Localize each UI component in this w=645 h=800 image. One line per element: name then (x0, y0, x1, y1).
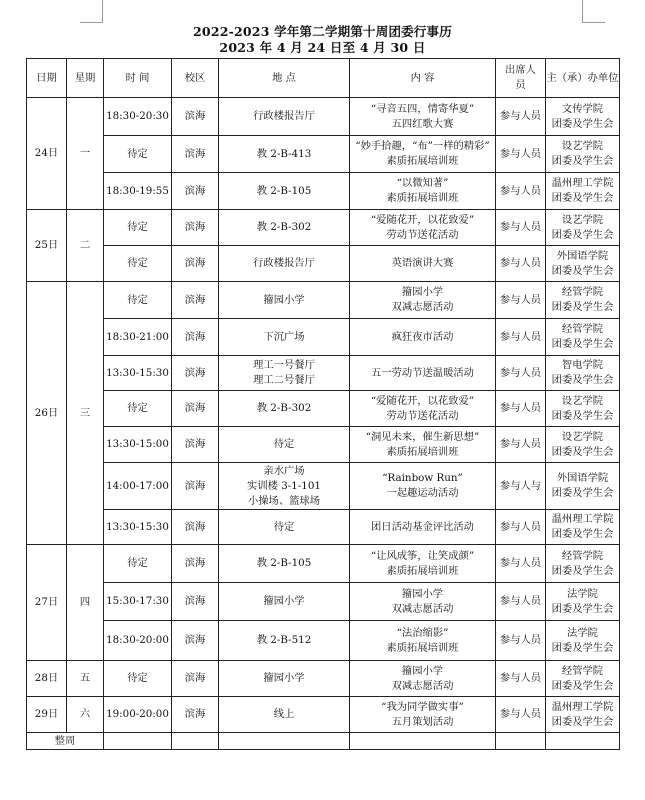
content-cell (350, 697, 496, 733)
table-row (27, 427, 620, 463)
date-cell: 26日 (27, 282, 67, 545)
organizer-cell (546, 136, 620, 173)
campus-cell: 滨海 (172, 427, 219, 463)
place-cell-line: 籀园小学 (263, 672, 305, 684)
table-row (27, 282, 620, 319)
organizer-cell (546, 427, 620, 463)
content-cell-line: “洞见未来，催生新思想” (365, 430, 480, 443)
organizer-cell-line: 团委及学生会 (551, 264, 614, 277)
organizer-cell (546, 98, 620, 136)
table-row (27, 463, 620, 510)
header-weekday: 星期 (67, 59, 104, 98)
organizer-cell-line: 团委及学生会 (551, 155, 614, 167)
table-row (27, 545, 620, 583)
crop-mark-left (80, 0, 103, 23)
place-cell-line: 教 2-B-512 (256, 634, 312, 646)
organizer-cell (546, 356, 620, 391)
place-cell-line: 教 2-B-105 (256, 557, 312, 569)
content-cell (350, 173, 496, 210)
content-cell (350, 621, 496, 661)
campus-cell: 滨海 (172, 173, 219, 210)
organizer-cell-line: 温州理工学院 (551, 700, 614, 713)
organizer-cell-line: 温州理工学院 (551, 177, 614, 189)
place-cell-line: 籀园小学 (263, 293, 305, 306)
content-cell-line: 素质拓展培训班 (386, 445, 459, 458)
header-campus: 校区 (172, 59, 219, 98)
header-time: 时 间 (104, 59, 172, 98)
organizer-cell-line: 团委及学生会 (551, 564, 614, 577)
page-title: 2022-2023 学年第二学期第十周团委行事历 (193, 24, 452, 39)
table-row (27, 173, 620, 210)
place-cell-line: 教 2-B-105 (256, 184, 312, 197)
time-cell: 待定 (104, 545, 172, 583)
table-row (27, 391, 620, 427)
table-row (27, 661, 620, 697)
organizer-cell (546, 391, 620, 427)
time-cell: 14:00-17:00 (104, 463, 172, 510)
place-cell-line: 理工一号餐厅 (253, 359, 315, 371)
content-cell-line: 疯狂夜市活动 (391, 330, 454, 343)
time-cell: 待定 (104, 391, 172, 427)
organizer-cell-line: 文传学院 (561, 102, 604, 115)
content-cell-line: “法治缩影” (396, 626, 449, 639)
table-row (27, 621, 620, 661)
place-cell-line: 待定 (273, 438, 295, 450)
table-row (27, 246, 620, 282)
content-cell (350, 463, 496, 510)
organizer-cell-line: 经管学院 (561, 549, 604, 562)
content-cell-line: 双减志愿活动 (391, 301, 454, 313)
campus-cell: 滨海 (172, 210, 219, 246)
organizer-cell-line: 团委及学生会 (551, 528, 614, 540)
content-cell-line: 五四红歌大赛 (391, 117, 454, 130)
organizer-cell-line: 团委及学生会 (551, 409, 614, 422)
organizer-cell-line: 外国语学院 (556, 472, 609, 484)
content-cell-line: 劳动节送花活动 (386, 228, 459, 241)
table-row (27, 583, 620, 621)
content-cell (350, 282, 496, 319)
place-cell-line: 实训楼 3-1-101 (247, 479, 321, 492)
attendees-cell: 参与人员 (496, 356, 546, 391)
campus-cell: 滨海 (172, 136, 219, 173)
content-cell-line: 五一劳动节送温暖活动 (371, 366, 474, 379)
footer-cell (219, 733, 350, 750)
place-cell-line: 亲水广场 (263, 464, 305, 477)
campus-cell: 滨海 (172, 463, 219, 510)
organizer-cell (546, 246, 620, 282)
time-cell: 待定 (104, 136, 172, 173)
attendees-cell: 参与人员 (496, 545, 546, 583)
table-row (27, 697, 620, 733)
weekday-cell: 二 (67, 210, 104, 282)
header-row (27, 59, 620, 98)
content-cell (350, 98, 496, 136)
campus-cell: 滨海 (172, 282, 219, 319)
header-content: 内 容 (350, 59, 496, 98)
footer-cell (496, 733, 546, 750)
content-cell-line: “爱随花开，以花致爱” (370, 394, 475, 407)
organizer-cell-line: 设艺学院 (561, 394, 604, 407)
organizer-cell-line: 团委及学生会 (551, 641, 614, 654)
organizer-cell-line: 团委及学生会 (551, 602, 614, 615)
time-cell: 13:30-15:30 (104, 356, 172, 391)
content-cell (350, 319, 496, 356)
date-cell: 27日 (27, 545, 67, 661)
campus-cell: 滨海 (172, 98, 219, 136)
attendees-cell: 参与人员 (496, 282, 546, 319)
organizer-cell-line: 经管学院 (561, 664, 604, 677)
organizer-cell-line: 团委及学生会 (551, 192, 614, 204)
organizer-cell-line: 团委及学生会 (551, 679, 614, 692)
organizer-cell (546, 282, 620, 319)
place-cell-line: 待定 (273, 520, 295, 533)
content-cell (350, 545, 496, 583)
content-cell-line: “爱随花开，以花致爱” (370, 213, 475, 226)
organizer-cell (546, 463, 620, 510)
attendees-cell: 参与人员 (496, 210, 546, 246)
table-row (27, 356, 620, 391)
place-cell (219, 545, 350, 583)
place-cell-line: 籀园小学 (263, 595, 305, 607)
organizer-cell-line: 团委及学生会 (551, 301, 614, 313)
organizer-cell (546, 661, 620, 697)
table-row (27, 210, 620, 246)
organizer-cell-line: 设艺学院 (561, 140, 604, 152)
organizer-cell-line: 团委及学生会 (551, 117, 614, 130)
campus-cell: 滨海 (172, 697, 219, 733)
time-cell: 13:30-15:00 (104, 427, 172, 463)
attendees-cell: 参与人员 (496, 510, 546, 545)
organizer-cell-line: 温州理工学院 (551, 513, 614, 525)
organizer-cell-line: 经管学院 (561, 286, 604, 298)
content-cell (350, 210, 496, 246)
place-cell (219, 661, 350, 697)
content-cell (350, 510, 496, 545)
organizer-cell-line: 团委及学生会 (551, 374, 614, 386)
weekday-cell: 五 (67, 661, 104, 697)
attendees-cell: 参与人员 (496, 136, 546, 173)
date-cell: 25日 (27, 210, 67, 282)
organizer-cell-line: 法学院 (567, 587, 598, 600)
table-row (27, 319, 620, 356)
place-cell-line: 行政楼报告厅 (253, 110, 315, 122)
campus-cell: 滨海 (172, 510, 219, 545)
content-cell-line: 五月策划活动 (391, 715, 454, 728)
campus-cell: 滨海 (172, 319, 219, 356)
place-cell-line: 行政楼报告厅 (253, 257, 315, 269)
footer-row (27, 733, 620, 750)
content-cell-line: 英语演讲大赛 (391, 257, 454, 269)
place-cell (219, 391, 350, 427)
table-row (27, 510, 620, 545)
content-cell-line: “我为同学做实事” (381, 700, 464, 713)
header-organizer: 主（承）办单位 (546, 59, 620, 98)
crop-mark-right (582, 0, 605, 23)
attendees-cell: 参与人员 (496, 621, 546, 661)
content-cell (350, 661, 496, 697)
attendees-cell: 参与人员 (496, 173, 546, 210)
organizer-cell (546, 173, 620, 210)
place-cell-line: 小操场、篮球场 (247, 494, 321, 507)
content-cell (350, 583, 496, 621)
content-cell-line: 籀园小学 (401, 286, 444, 298)
organizer-cell (546, 697, 620, 733)
footer-label: 整周 (27, 733, 104, 750)
table-row (27, 98, 620, 136)
attendees-cell: 参与人员 (496, 697, 546, 733)
attendees-cell: 参与人员 (496, 661, 546, 697)
time-cell: 15:30-17:30 (104, 583, 172, 621)
campus-cell: 滨海 (172, 391, 219, 427)
attendees-cell: 参与人员 (496, 583, 546, 621)
place-cell (219, 510, 350, 545)
campus-cell: 滨海 (172, 356, 219, 391)
weekday-cell: 三 (67, 282, 104, 545)
place-cell-line: 理工二号餐厅 (253, 374, 315, 386)
weekday-cell: 四 (67, 545, 104, 661)
content-cell-line: 团日活动基金评比活动 (371, 520, 474, 533)
place-cell-line: 教 2-B-302 (256, 221, 312, 233)
content-cell (350, 356, 496, 391)
attendees-cell: 参与人员 (496, 319, 546, 356)
content-cell-line: 籀园小学 (401, 587, 444, 600)
footer-cell (172, 733, 219, 750)
campus-cell: 滨海 (172, 661, 219, 697)
organizer-cell-line: 外国语学院 (556, 249, 609, 262)
attendees-cell: 参与人员 (496, 427, 546, 463)
organizer-cell (546, 545, 620, 583)
content-cell-line: “以微知著” (396, 177, 449, 189)
header-date: 日期 (27, 59, 67, 98)
weekday-cell: 一 (67, 98, 104, 210)
content-cell (350, 391, 496, 427)
attendees-cell: 参与人与 (496, 463, 546, 510)
organizer-cell-line: 团委及学生会 (551, 228, 614, 241)
place-cell-line: 教 2-B-413 (256, 147, 312, 160)
place-cell-line: 线上 (273, 708, 295, 720)
organizer-cell (546, 621, 620, 661)
content-cell-line: 素质拓展培训班 (386, 641, 459, 654)
time-cell: 18:30-20:00 (104, 621, 172, 661)
footer-cell (546, 733, 620, 750)
organizer-cell-line: 团委及学生会 (551, 715, 614, 728)
weekday-cell: 六 (67, 697, 104, 733)
attendees-cell: 参与人员 (496, 246, 546, 282)
date-cell: 29日 (27, 697, 67, 733)
schedule-body (27, 98, 620, 733)
organizer-cell-line: 设艺学院 (561, 430, 604, 443)
time-cell: 13:30-15:30 (104, 510, 172, 545)
place-cell (219, 136, 350, 173)
organizer-cell-line: 团委及学生会 (551, 338, 614, 350)
content-cell-line: 素质拓展培训班 (386, 155, 459, 167)
content-cell-line: “让风成筝，让笑成颜” (370, 549, 475, 562)
content-cell-line: 一起趣运动活动 (386, 487, 459, 499)
organizer-cell-line: 设艺学院 (561, 213, 604, 226)
content-cell (350, 246, 496, 282)
content-cell-line: “妙手拾趣，“布”一样的精彩” (355, 140, 490, 152)
header-place: 地 点 (219, 59, 350, 98)
campus-cell: 滨海 (172, 246, 219, 282)
place-cell (219, 463, 350, 510)
organizer-cell (546, 583, 620, 621)
content-cell-line: 双减志愿活动 (391, 602, 454, 615)
time-cell: 19:00-20:00 (104, 697, 172, 733)
place-cell (219, 210, 350, 246)
place-cell (219, 173, 350, 210)
date-cell: 28日 (27, 661, 67, 697)
time-cell: 待定 (104, 661, 172, 697)
time-cell: 待定 (104, 282, 172, 319)
place-cell-line: 教 2-B-302 (256, 402, 312, 414)
place-cell (219, 246, 350, 282)
footer-cell (104, 733, 172, 750)
attendees-cell: 参与人员 (496, 391, 546, 427)
place-cell-line: 下沉广场 (263, 330, 305, 343)
header-attendees: 出席人员 (496, 59, 546, 98)
content-cell-line: “寻音五四，情寄华夏” (370, 102, 475, 115)
place-cell (219, 319, 350, 356)
organizer-cell-line: 团委及学生会 (551, 445, 614, 458)
schedule-table (26, 58, 620, 750)
organizer-cell (546, 319, 620, 356)
content-cell-line: “Rainbow Run” (382, 472, 463, 484)
place-cell (219, 427, 350, 463)
content-cell-line: 籀园小学 (401, 664, 444, 677)
content-cell-line: 素质拓展培训班 (386, 564, 459, 577)
place-cell (219, 356, 350, 391)
table-row (27, 136, 620, 173)
attendees-cell: 参与人员 (496, 98, 546, 136)
place-cell (219, 98, 350, 136)
place-cell (219, 621, 350, 661)
date-range: 2023 年 4 月 24 日至 4 月 30 日 (219, 40, 426, 55)
content-cell (350, 136, 496, 173)
time-cell: 待定 (104, 210, 172, 246)
organizer-cell (546, 510, 620, 545)
footer-cell (350, 733, 496, 750)
campus-cell: 滨海 (172, 621, 219, 661)
place-cell (219, 697, 350, 733)
campus-cell: 滨海 (172, 545, 219, 583)
place-cell (219, 583, 350, 621)
organizer-cell-line: 经管学院 (561, 323, 604, 335)
organizer-cell-line: 智电学院 (561, 359, 604, 371)
content-cell-line: 劳动节送花活动 (386, 409, 459, 422)
time-cell: 18:30-21:00 (104, 319, 172, 356)
date-cell: 24日 (27, 98, 67, 210)
content-cell-line: 素质拓展培训班 (386, 192, 459, 204)
content-cell-line: 双减志愿活动 (391, 679, 454, 692)
time-cell: 18:30-19:55 (104, 173, 172, 210)
organizer-cell-line: 团委及学生会 (551, 487, 614, 499)
place-cell (219, 282, 350, 319)
campus-cell: 滨海 (172, 583, 219, 621)
organizer-cell (546, 210, 620, 246)
content-cell (350, 427, 496, 463)
organizer-cell-line: 法学院 (567, 626, 598, 639)
time-cell: 待定 (104, 246, 172, 282)
time-cell: 18:30-20:30 (104, 98, 172, 136)
